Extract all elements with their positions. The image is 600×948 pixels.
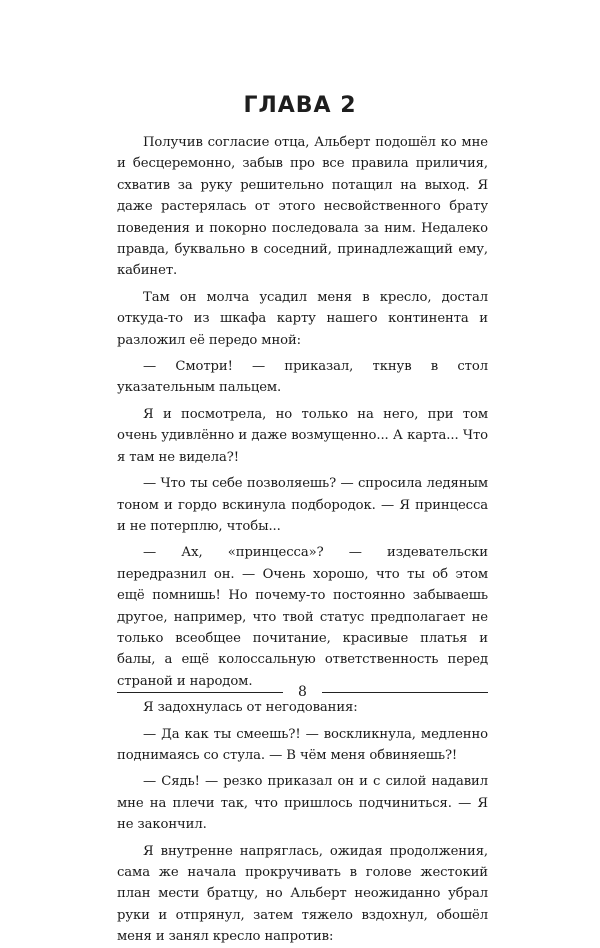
paragraph: Я задохнулась от негодования: (143, 700, 358, 716)
paragraph: Там он молча усадил меня в кресло, достал откуда-то из шкафа карту нашего континента и разложил её передо мной: (117, 289, 488, 348)
footer-rule-left (117, 692, 283, 693)
footer-rule-right (322, 692, 488, 693)
paragraph: Я внутренне напряглась, ожидая продолжения, сама же начала прокручивать в голове жестокий план мести братцу, но Альберт неожиданно убрал руки и отпрянул, затем тяжело вздохнул, обошёл меня и занял кресло напротив: (117, 843, 488, 945)
chapter-title: ГЛАВА 2 (243, 93, 357, 118)
paragraph: Получив согласие отца, Альберт подошёл ко мне и бесцеремонно, забыв про все правила приличия, схватив за руку решительно потащил на выход. Я даже растерялась от этого несвойственного брату поведения и покорно последовала за ним. Недалеко правда, буквально в соседний, принадлежащий ему, кабинет. (117, 135, 488, 279)
paragraph: — Да как ты смеешь?! — воскликнула, медленно поднимаясь со стула. — В чём меня обвиняешь?! (117, 726, 488, 763)
page-footer (117, 682, 488, 702)
paragraph: — Сядь! — резко приказал он и с силой надавил мне на плечи так, что пришлось подчиниться. — Я не закончил. (117, 774, 488, 833)
paragraph: — Ах, «принцесса»? — издевательски передразнил он. — Очень хорошо, что ты об этом ещё помнишь! Но почему-то постоянно забываешь другое, например, что твой статус предполагает не только всеобщее почитание, красивые платья и балы, а ещё колоссальную ответственность перед страной и народом. (117, 545, 488, 689)
paragraph: — Что ты себе позволяешь? — спросила ледяным тоном и гордо вскинула подбородок. — Я принцесса и не потерплю, чтобы... (117, 476, 488, 534)
body-text (117, 132, 488, 948)
paragraph: — Смотри! — приказал, ткнув в стол указательным пальцем. (117, 359, 488, 396)
page-number: 8 (298, 684, 307, 700)
paragraph: Я и посмотрела, но только на него, при том очень удивлённо и даже возмущенно... А карта... Что я там не видела?! (117, 406, 488, 465)
